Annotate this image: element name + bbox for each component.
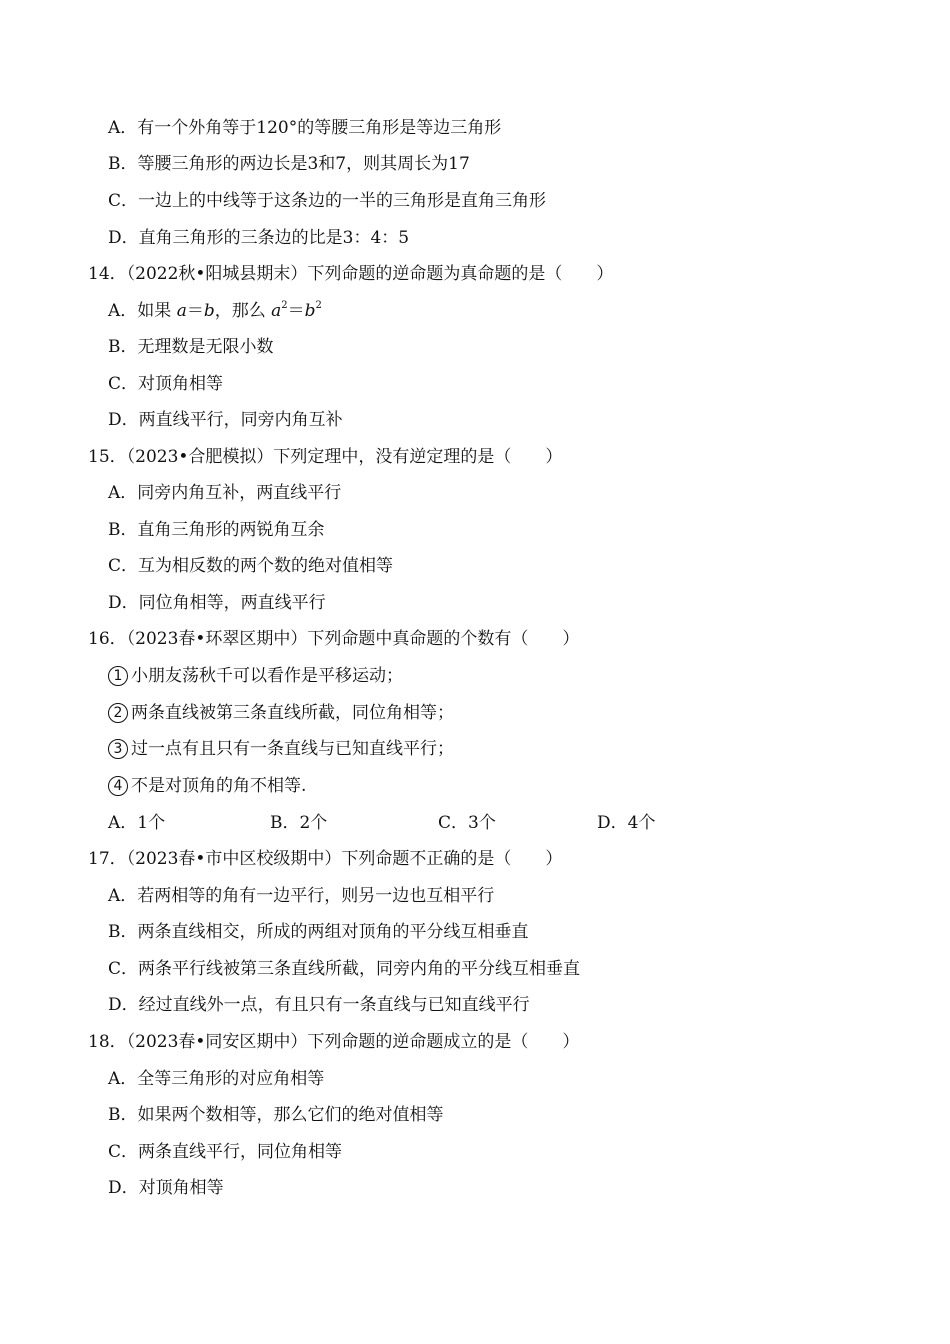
q18-option-b: B．如果两个数相等，那么它们的绝对值相等	[108, 1105, 444, 1125]
q17-option-a: A．若两相等的角有一边平行，则另一边也互相平行	[108, 886, 495, 906]
circled-number-4: 4	[108, 776, 128, 796]
q16-choice-a: A．1个	[108, 813, 166, 833]
q14-option-b: B．无理数是无限小数	[108, 337, 274, 357]
q13-option-d: D．直角三角形的三条边的比是3：4：5	[108, 228, 410, 248]
q17-option-c: C．两条平行线被第三条直线所截，同旁内角的平分线互相垂直	[108, 959, 581, 979]
q16-choice-c: C．3个	[438, 813, 496, 833]
q16-statement-4: 4 不是对顶角的角不相等.	[108, 774, 306, 798]
q16-choices	[0, 811, 950, 835]
circled-number-1: 1	[108, 666, 128, 686]
q13-option-b: B．等腰三角形的两边长是3和7，则其周长为17	[108, 154, 470, 174]
q18-option-a: A．全等三角形的对应角相等	[108, 1069, 325, 1089]
q17-option-b: B．两条直线相交，所成的两组对顶角的平分线互相垂直	[108, 922, 529, 942]
q14-option-c: C．对顶角相等	[108, 374, 224, 394]
q15-option-d: D．同位角相等，两直线平行	[108, 593, 326, 613]
q18-option-c: C．两条直线平行，同位角相等	[108, 1142, 343, 1162]
q14-option-a: A．如果 a＝b，那么 $a^2=b^2$	[108, 300, 322, 321]
q17-stem: 17．（2023春•市中区校级期中）下列命题不正确的是（ ）	[88, 849, 563, 869]
q16-choice-d: D．4个	[597, 813, 656, 833]
q13-option-c: C．一边上的中线等于这条边的一半的三角形是直角三角形	[108, 191, 547, 211]
q18-stem: 18．（2023春•同安区期中）下列命题的逆命题成立的是（ ）	[88, 1032, 580, 1052]
q14-option-d: D．两直线平行，同旁内角互补	[108, 410, 343, 430]
q16-statement-2: 2 两条直线被第三条直线所截，同位角相等；	[108, 701, 454, 725]
q15-option-c: C．互为相反数的两个数的绝对值相等	[108, 556, 394, 576]
q15-option-b: B．直角三角形的两锐角互余	[108, 520, 325, 540]
q16-stem: 16．（2023春•环翠区期中）下列命题中真命题的个数有（ ）	[88, 629, 580, 649]
q16-statement-3: 3 过一点有且只有一条直线与已知直线平行；	[108, 737, 454, 761]
q16-choice-b: B．2个	[270, 813, 328, 833]
q18-option-d: D．对顶角相等	[108, 1178, 224, 1198]
q14-stem: 14．（2022秋•阳城县期末）下列命题的逆命题为真命题的是（ ）	[88, 264, 614, 284]
q17-option-d: D．经过直线外一点，有且只有一条直线与已知直线平行	[108, 995, 530, 1015]
circled-number-3: 3	[108, 739, 128, 759]
q16-statement-1: 1 小朋友荡秋千可以看作是平移运动；	[108, 664, 403, 688]
q15-option-a: A．同旁内角互补，两直线平行	[108, 483, 342, 503]
q13-option-a: A．有一个外角等于120°的等腰三角形是等边三角形	[108, 118, 502, 138]
circled-number-2: 2	[108, 703, 128, 723]
q15-stem: 15．（2023•合肥模拟）下列定理中，没有逆定理的是（ ）	[88, 447, 563, 467]
